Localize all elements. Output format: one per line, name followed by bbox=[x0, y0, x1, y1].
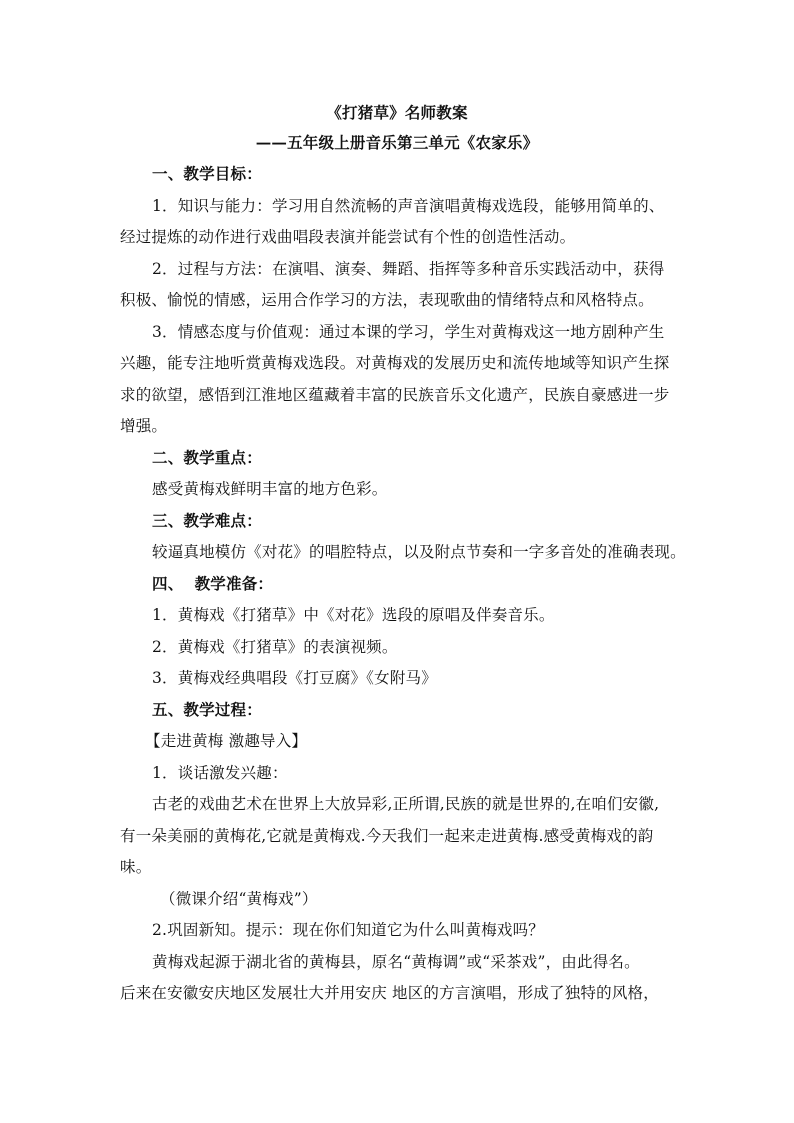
difficulties-text: 较逼真地模仿《对花》的唱腔特点，以及附点节奏和一字多音处的准确表现。 bbox=[152, 543, 686, 561]
goal-1-line-2: 经过提炼的动作进行戏曲唱段表演并能尝试有个性的创造性活动。 bbox=[120, 228, 576, 246]
stage-heading-intro: 【走进黄梅 激趣导入】 bbox=[145, 732, 308, 750]
goal-3-line-2: 兴趣，能专注地听赏黄梅戏选段。对黄梅戏的发展历史和流传地域等知识产生探 bbox=[120, 354, 670, 372]
step-2-heading: 2.巩固新知。提示：现在你们知道它为什么叫黄梅戏吗？ bbox=[152, 921, 544, 939]
goal-2-line-1: 2．过程与方法：在演唱、演奏、舞蹈、指挥等多种音乐实践活动中，获得 bbox=[152, 260, 665, 278]
goal-3-line-4: 增强。 bbox=[120, 417, 168, 435]
paragraph-2-line-2: 后来在安徽安庆地区发展壮大并用安庆 地区的方言演唱，形成了独特的风格， bbox=[120, 984, 659, 1002]
preparation-item-2: 2．黄梅戏《打猪草》的表演视频。 bbox=[152, 638, 398, 656]
document-title: 《打猪草》名师教案 bbox=[326, 103, 468, 122]
micro-lesson-note: （微课介绍“黄梅戏”） bbox=[160, 890, 318, 908]
goal-3-line-3: 求的欲望，感悟到江淮地区蕴藏着丰富的民族音乐文化遗产，民族自豪感进一步 bbox=[120, 386, 670, 404]
paragraph-2-line-1: 黄梅戏起源于湖北省的黄梅县，原名“黄梅调”或“采茶戏”，由此得名。 bbox=[152, 953, 640, 971]
key-points-text: 感受黄梅戏鲜明丰富的地方色彩。 bbox=[152, 480, 388, 498]
preparation-item-1: 1．黄梅戏《打猪草》中《对花》选段的原唱及伴奏音乐。 bbox=[152, 606, 555, 624]
section-heading-difficulties: 三、教学难点： bbox=[152, 511, 262, 530]
paragraph-1-line-2: 有一朵美丽的黄梅花,它就是黄梅戏.今天我们一起来走进黄梅.感受黄梅戏的韵 bbox=[120, 827, 654, 845]
goal-1-line-1: 1．知识与能力：学习用自然流畅的声音演唱黄梅戏选段，能够用简单的、 bbox=[152, 197, 665, 215]
goal-3-line-1: 3．情感态度与价值观：通过本课的学习，学生对黄梅戏这一地方剧种产生 bbox=[152, 323, 665, 341]
section-heading-goals: 一、教学目标： bbox=[152, 164, 262, 183]
section-heading-key-points: 二、教学重点： bbox=[152, 448, 262, 467]
section-heading-preparation: 四、 教学准备： bbox=[152, 574, 274, 593]
section-heading-process: 五、教学过程： bbox=[152, 700, 262, 719]
step-1-heading: 1．谈话激发兴趣： bbox=[152, 764, 288, 782]
paragraph-1-line-1: 古老的戏曲艺术在世界上大放异彩,正所谓,民族的就是世界的,在咱们安徽, bbox=[152, 795, 660, 813]
document-subtitle: ——五年级上册音乐第三单元《农家乐》 bbox=[255, 133, 539, 152]
paragraph-1-line-3: 味。 bbox=[120, 858, 152, 876]
preparation-item-3: 3．黄梅戏经典唱段《打豆腐》《女附马》 bbox=[152, 669, 437, 687]
goal-2-line-2: 积极、愉悦的情感，运用合作学习的方法，表现歌曲的情绪特点和风格特点。 bbox=[120, 291, 654, 309]
